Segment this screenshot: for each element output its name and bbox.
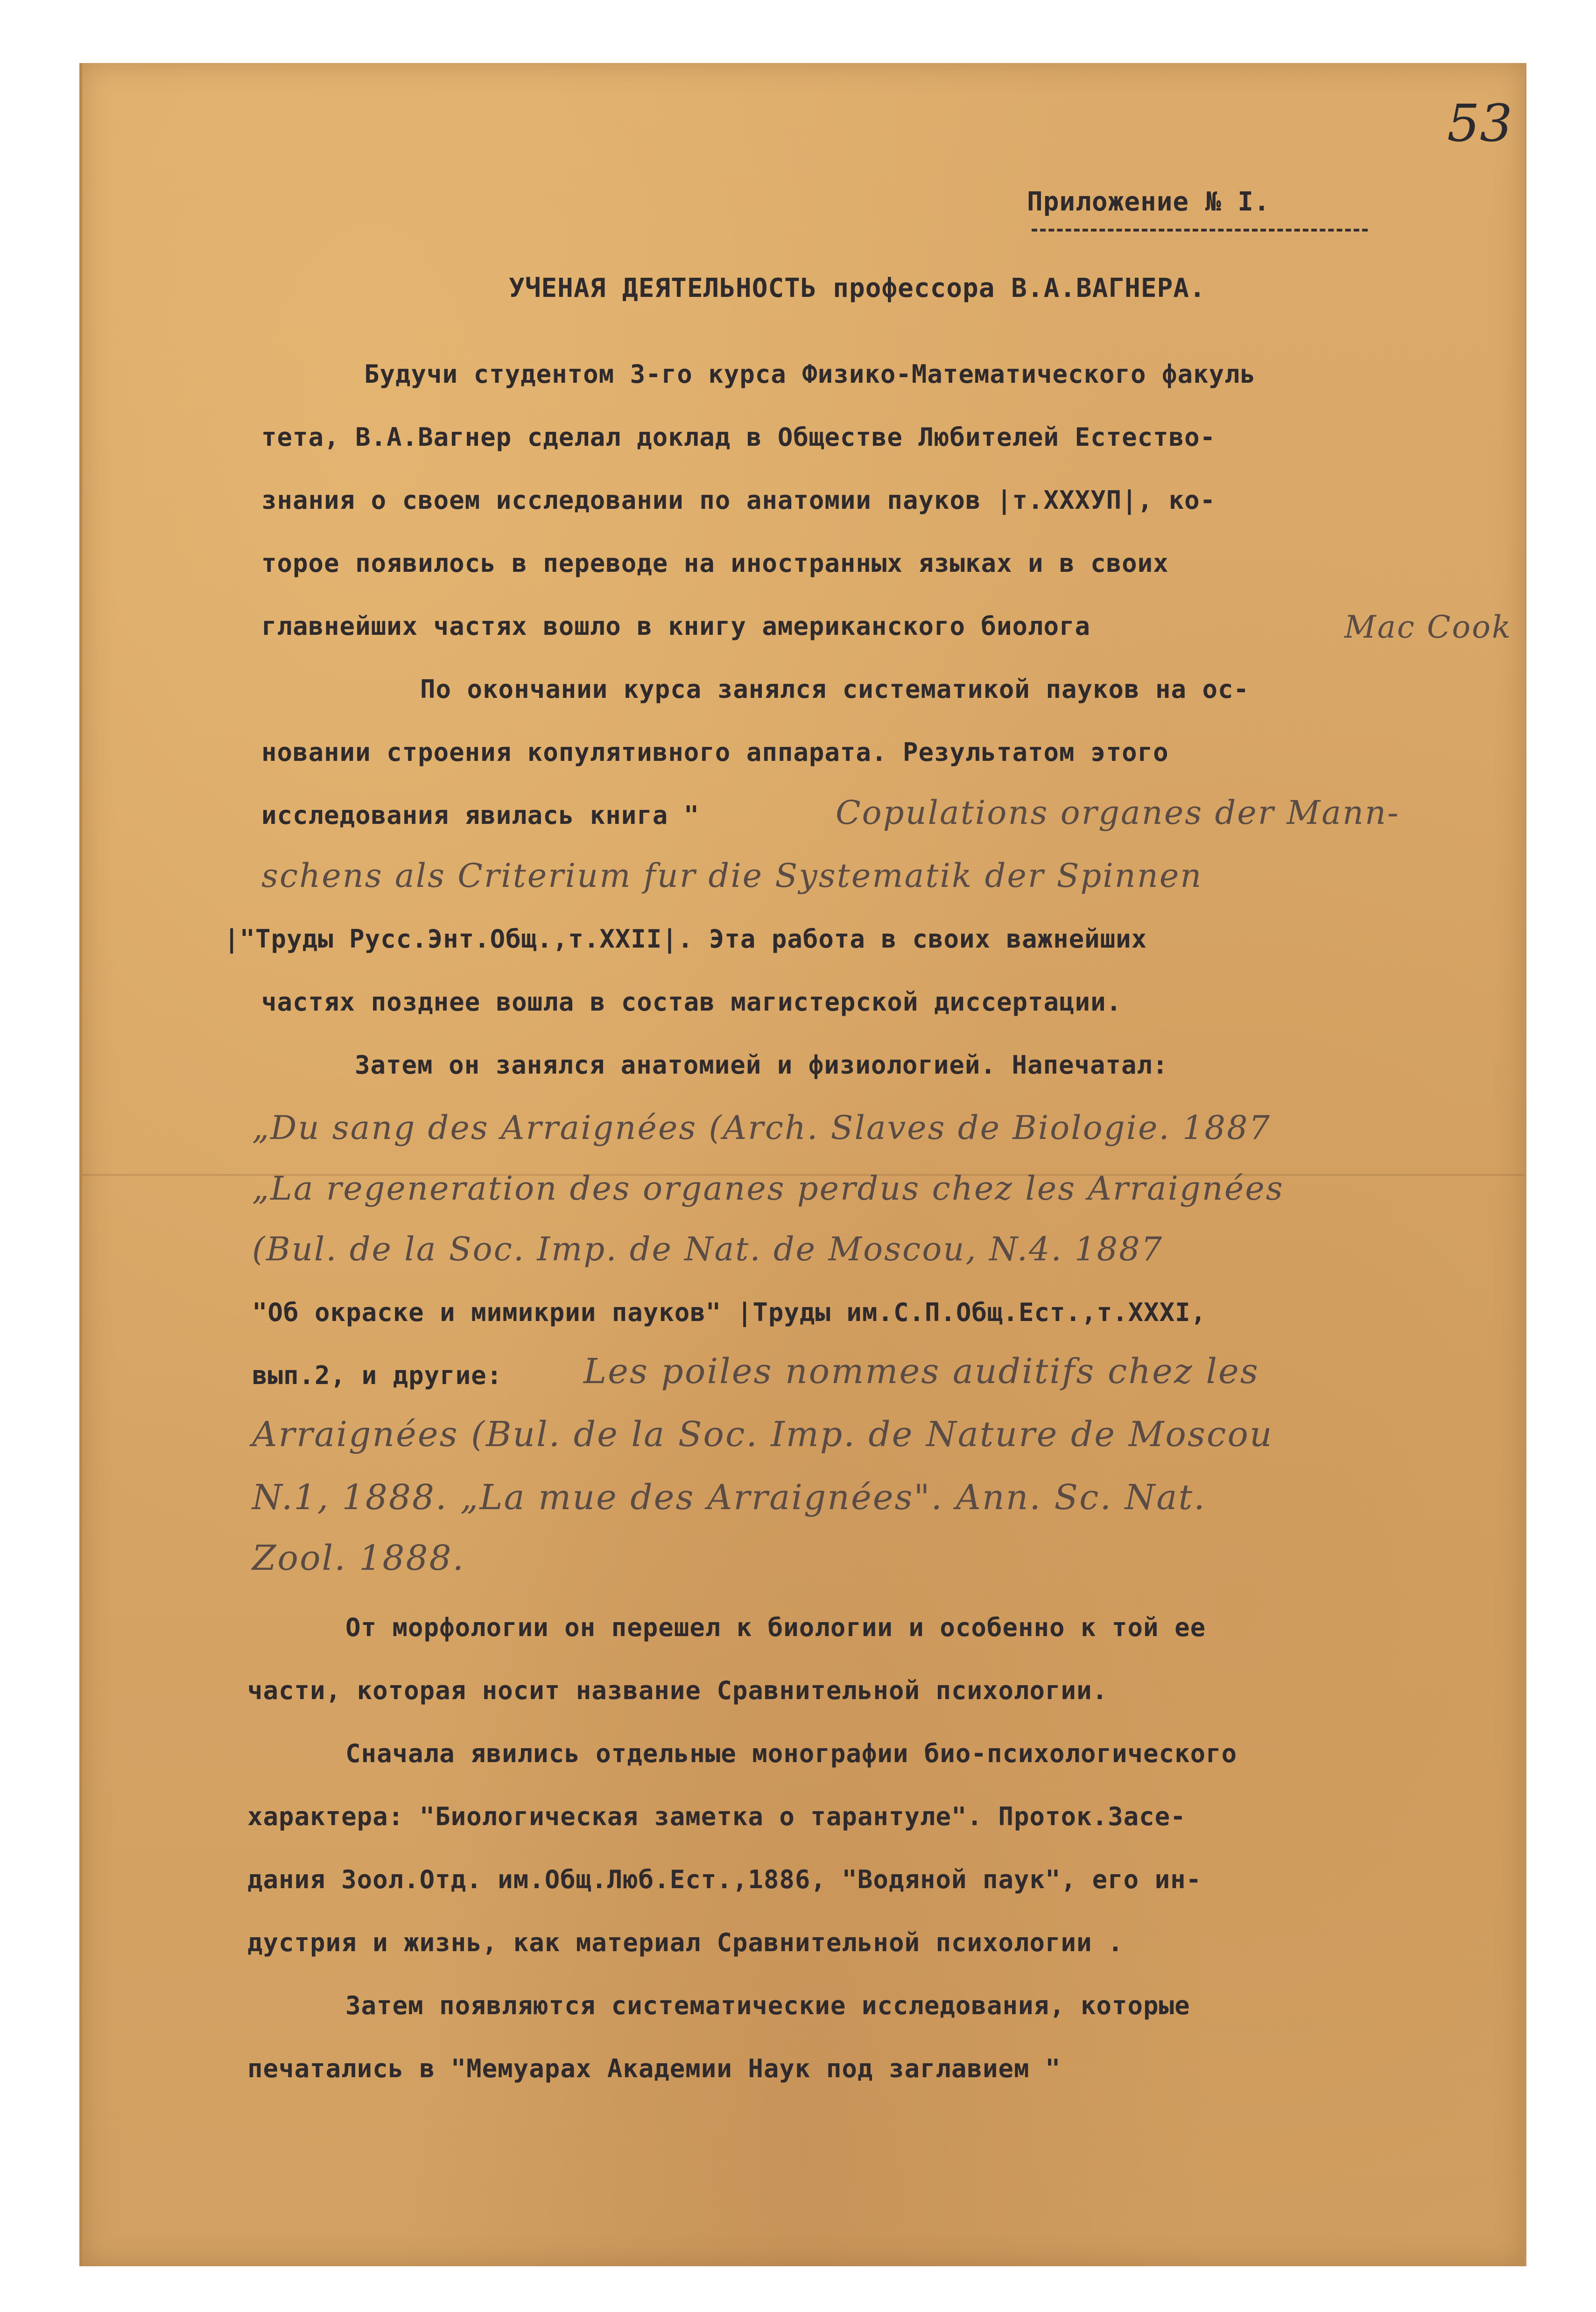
handwritten-note: Mac Cook: [1344, 609, 1512, 645]
text-line: торое появилось в переводе на иностранных языках и в своих: [261, 548, 1169, 578]
text-line: части, которая носит название Сравнительной психологии.: [247, 1676, 1108, 1705]
handwritten-note: „La regeneration des organes perdus chez les Arraignées: [252, 1169, 1284, 1208]
text-line: исследования явилась книга ": [261, 801, 700, 830]
page-number: 53: [1447, 93, 1512, 153]
handwritten-note: „Du sang des Arraignées (Arch. Slaves de Biologie. 1887: [252, 1109, 1272, 1147]
text-line: Будучи студентом 3-го курса Физико-Математического факуль: [364, 359, 1256, 389]
text-line: знания о своем исследовании по анатомии пауков |т.XXXУП|, ко-: [261, 485, 1216, 515]
text-line: Затем он занялся анатомией и физиологией. Напечатал:: [355, 1050, 1168, 1080]
handwritten-note: Arraignées (Bul. de la Soc. Imp. de Nature de Moscou: [252, 1414, 1273, 1455]
text-line: главнейших частях вошло в книгу американского биолога: [261, 611, 1091, 641]
appendix-underline: [1032, 229, 1368, 232]
text-line: частях позднее вошла в состав магистерской диссертации.: [261, 987, 1122, 1017]
document-title: УЧЕНАЯ ДЕЯТЕЛЬНОСТЬ профессора В.А.ВАГНЕРА.: [509, 273, 1206, 303]
text-line: тета, В.А.Вагнер сделал доклад в Обществе Любителей Естество-: [261, 422, 1216, 452]
text-line: "Об окраске и мимикрии пауков" |Труды им.С.П.Общ.Ест.,т.XXXI,: [252, 1298, 1207, 1327]
text-line: дания Зоол.Отд. им.Общ.Люб.Ест.,1886, "Водяной паук", его ин-: [247, 1865, 1202, 1894]
handwritten-note: Zool. 1888.: [252, 1538, 465, 1578]
handwritten-note: N.1, 1888. „La mue des Arraignées". Ann. Sc. Nat.: [252, 1477, 1206, 1518]
handwritten-note: Copulations organes der Mann-: [836, 794, 1400, 832]
text-line: Затем появляются систематические исследования, которые: [345, 1991, 1190, 2020]
appendix-label: Приложение № I.: [1027, 187, 1270, 217]
handwritten-note: (Bul. de la Soc. Imp. de Nat. de Moscou, N.4. 1887: [252, 1230, 1164, 1268]
text-line: |"Труды Русс.Энт.Общ.,т.XXII|. Эта работа в своих важнейших: [224, 924, 1147, 954]
text-line: дустрия и жизнь, как материал Сравнительной психологии .: [247, 1928, 1124, 1957]
text-line: печатались в "Мемуарах Академии Наук под заглавием ": [247, 2054, 1061, 2083]
text-line: От морфологии он перешел к биологии и особенно к той ее: [345, 1613, 1206, 1642]
handwritten-note: Les poiles nommes auditifs chez les: [584, 1351, 1259, 1391]
text-line: новании строения копулятивного аппарата. Результатом этого: [261, 738, 1169, 767]
handwritten-note: schens als Criterium fur die Systematik der Spinnen: [261, 857, 1203, 895]
text-line: По окончании курса занялся систематикой пауков на ос-: [420, 675, 1250, 704]
text-line: характера: "Биологическая заметка о тарантуле". Проток.Засе-: [247, 1802, 1186, 1831]
text-line: вып.2, и другие:: [252, 1361, 503, 1390]
text-line: Сначала явились отдельные монографии био-психологического: [345, 1739, 1237, 1768]
